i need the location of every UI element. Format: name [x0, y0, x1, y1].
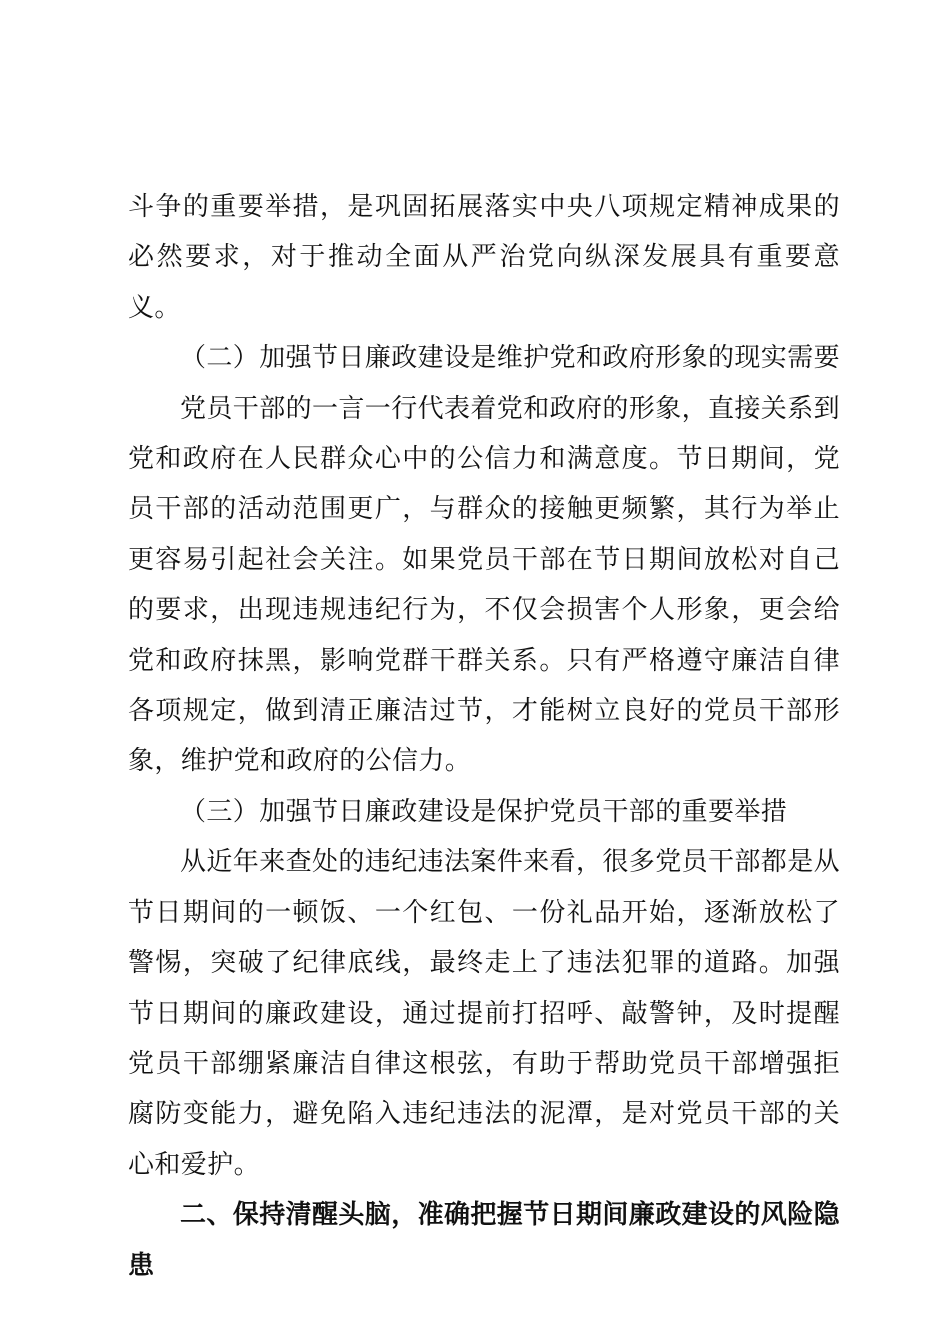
- subheading-2: （二）加强节日廉政建设是维护党和政府形象的现实需要: [180, 343, 841, 374]
- section-heading-2: 二、保持清醒头脑，准确把握节日期间廉政建设的风险隐患: [128, 1200, 841, 1281]
- document-body: [128, 182, 840, 1291]
- subheading-3: （三）加强节日廉政建设是保护党员干部的重要举措: [180, 796, 788, 827]
- paragraph-protection: 从近年来查处的违纪违法案件来看，很多党员干部都是从节日期间的一顿饭、一个红包、一份礼品开始，逐渐放松了警惕，突破了纪律底线，最终走上了违法犯罪的道路。加强节日期间的廉政建设，通过提前打招呼、敲警钟，及时提醒党员干部绷紧廉洁自律这根弦，有助于帮助党员干部增强拒腐防变能力，避免陷入违纪违法的泥潭，是对党员干部的关心和爱护。: [128, 847, 841, 1180]
- paragraph-image: 党员干部的一言一行代表着党和政府的形象，直接关系到党和政府在人民群众心中的公信力和满意度。节日期间，党员干部的活动范围更广，与群众的接触更频繁，其行为举止更容易引起社会关注。如果党员干部在节日期间放松对自己的要求，出现违规违纪行为，不仅会损害个人形象，更会给党和政府抹黑，影响党群干群关系。只有严格遵守廉洁自律各项规定，做到清正廉洁过节，才能树立良好的党员干部形象，维护党和政府的公信力。: [128, 393, 841, 777]
- paragraph-continuation: 斗争的重要举措，是巩固拓展落实中央八项规定精神成果的必然要求，对于推动全面从严治党向纵深发展具有重要意义。: [128, 192, 840, 323]
